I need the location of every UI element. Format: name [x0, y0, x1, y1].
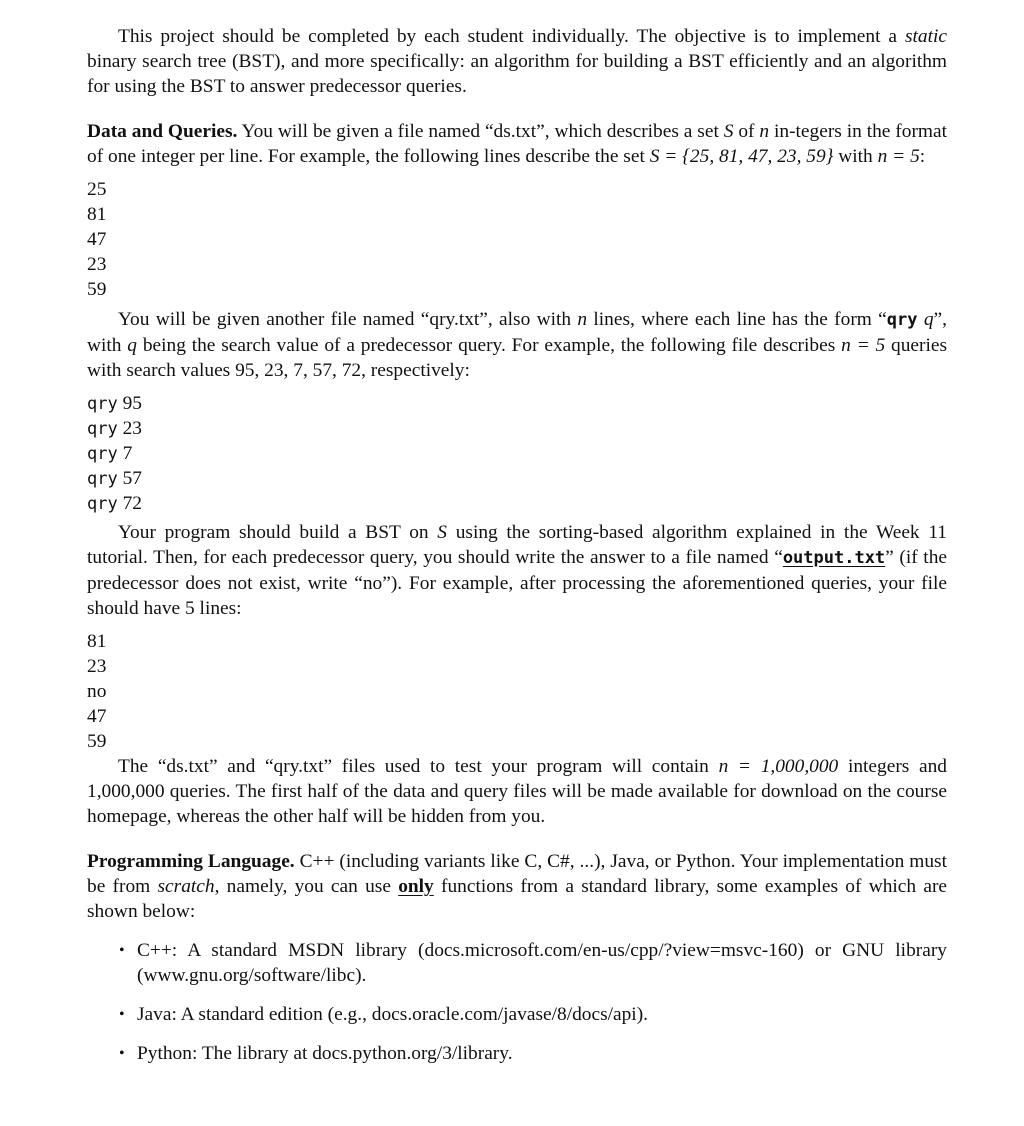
- list-item-text: Java: A standard edition (e.g., docs.oracle.com/javase/8/docs/api).: [137, 1004, 649, 1025]
- list-item: [87, 938, 947, 988]
- prog-text-b: using the sorting-based algorithm explained in the Week 11 tutorial. Then, for each predecessor query, you should write the answer to a file named “: [87, 522, 947, 568]
- bullet-icon: •: [119, 1006, 125, 1023]
- qry-line: [87, 441, 947, 466]
- qry-symbol-q2: q: [127, 335, 137, 356]
- prog-symbol-s: S: [437, 522, 447, 543]
- qry-text-c: ”, with: [87, 309, 947, 356]
- dq-text-a: You will be given a file named “ds.txt”, which describes a set: [237, 121, 724, 142]
- dq-symbol-n: n: [759, 121, 770, 142]
- data-queries-heading: Data and Queries.: [87, 121, 238, 142]
- ds-line: 47: [87, 229, 107, 250]
- test-text-b: integers and 1,000,000 queries. The first half of the data and query files will be made available for download on the course homepage, whereas the other half will be hidden from you.: [87, 756, 947, 827]
- dq-text-d: with: [833, 146, 878, 167]
- pl-text-b: , namely, you can use: [214, 876, 399, 897]
- qry-line-value: 72: [122, 493, 142, 514]
- dq-set-expression: S = {25, 81, 47, 23, 59}: [649, 146, 834, 167]
- qry-line: [87, 491, 947, 516]
- dq-n-expression: n = 5: [877, 146, 920, 167]
- list-item: [87, 1002, 947, 1027]
- qry-line: [87, 391, 947, 416]
- qry-symbol-n: n: [577, 309, 588, 330]
- pl-only-emphasis: only: [398, 876, 434, 897]
- qry-text-b: lines, where each line has the form “: [587, 309, 887, 330]
- qry-line: [87, 416, 947, 441]
- document-page: [87, 24, 947, 1080]
- ds-line: 23: [87, 254, 107, 275]
- pl-text-c: functions from a standard library, some examples of which are shown below:: [87, 876, 948, 922]
- list-item: [87, 1041, 947, 1066]
- pl-text-a: C++ (including variants like C, C#, ...), Java, or Python. Your implementation must be from: [87, 851, 947, 897]
- qry-line-value: 7: [122, 443, 133, 464]
- output-line: 23: [87, 656, 107, 677]
- output-line: 59: [87, 731, 107, 752]
- ds-line: 25: [87, 179, 107, 200]
- output-line: 81: [87, 631, 107, 652]
- bullet-icon: •: [119, 942, 125, 959]
- prog-text-a: Your program should build a BST on: [118, 522, 438, 543]
- qry-text-e: queries with search values 95, 23, 7, 57, 72, respectively:: [87, 335, 947, 381]
- qry-line-keyword: qry: [87, 419, 118, 439]
- dq-text-b: of: [733, 121, 760, 142]
- library-list: [87, 938, 947, 1066]
- intro-text-a: This project should be completed by each student individually. The objective is to implement a: [118, 26, 905, 47]
- qry-n-expression: n = 5: [841, 335, 886, 356]
- qry-line-value: 95: [122, 393, 142, 414]
- qry-file-listing: [87, 391, 947, 516]
- intro-static-emphasis: static: [904, 26, 947, 47]
- intro-text-b: binary search tree (BST), and more specifically: an algorithm for building a BST efficiently and an algorithm for using the BST to answer predecessor queries.: [87, 51, 947, 97]
- programming-language-heading: Programming Language.: [87, 851, 295, 872]
- qry-text-a: You will be given another file named “qry.txt”, also with: [118, 309, 578, 330]
- program-paragraph: [87, 520, 947, 621]
- qry-keyword: qry: [886, 310, 918, 330]
- qry-line-keyword: qry: [87, 469, 118, 489]
- ds-line: 59: [87, 279, 107, 300]
- list-item-text: Python: The library at docs.python.org/3/library.: [137, 1043, 513, 1064]
- output-file-listing: [87, 629, 947, 754]
- ds-file-listing: [87, 177, 947, 302]
- output-line: 47: [87, 706, 107, 727]
- prog-text-c: ” (if the predecessor does not exist, write “no”). For example, after processing the aforementioned queries, your file should have 5 lines:: [87, 547, 947, 619]
- output-filename: output.txt: [782, 548, 886, 568]
- bullet-icon: •: [119, 1045, 125, 1062]
- ds-line: 81: [87, 204, 107, 225]
- intro-paragraph: [87, 24, 947, 99]
- list-item-text: C++: A standard MSDN library (docs.microsoft.com/en-us/cpp/?view=msvc-160) or GNU library (www.gnu.org/software/libc).: [137, 940, 947, 986]
- qry-symbol-q: q: [923, 309, 934, 330]
- qry-line-value: 23: [122, 418, 142, 439]
- qry-line: [87, 466, 947, 491]
- test-text-a: The “ds.txt” and “qry.txt” files used to test your program will contain: [118, 756, 719, 777]
- qry-line-keyword: qry: [87, 494, 118, 514]
- data-queries-paragraph: [87, 119, 947, 169]
- qry-line-keyword: qry: [87, 394, 118, 414]
- qry-line-value: 57: [122, 468, 142, 489]
- qry-line-keyword: qry: [87, 444, 118, 464]
- dq-text-e: :: [919, 146, 926, 167]
- output-line: no: [87, 681, 107, 702]
- dq-symbol-s: S: [723, 121, 734, 142]
- pl-scratch-emphasis: scratch: [157, 876, 215, 897]
- dq-text-c: in-tegers in the format of one integer per line. For example, the following lines describe the set: [87, 121, 947, 167]
- test-files-paragraph: [87, 754, 947, 829]
- test-n-expression: n = 1,000,000: [718, 756, 839, 777]
- qry-paragraph: [87, 307, 947, 383]
- qry-text-d: being the search value of a predecessor query. For example, the following file describes: [137, 335, 842, 356]
- programming-language-paragraph: [87, 849, 947, 924]
